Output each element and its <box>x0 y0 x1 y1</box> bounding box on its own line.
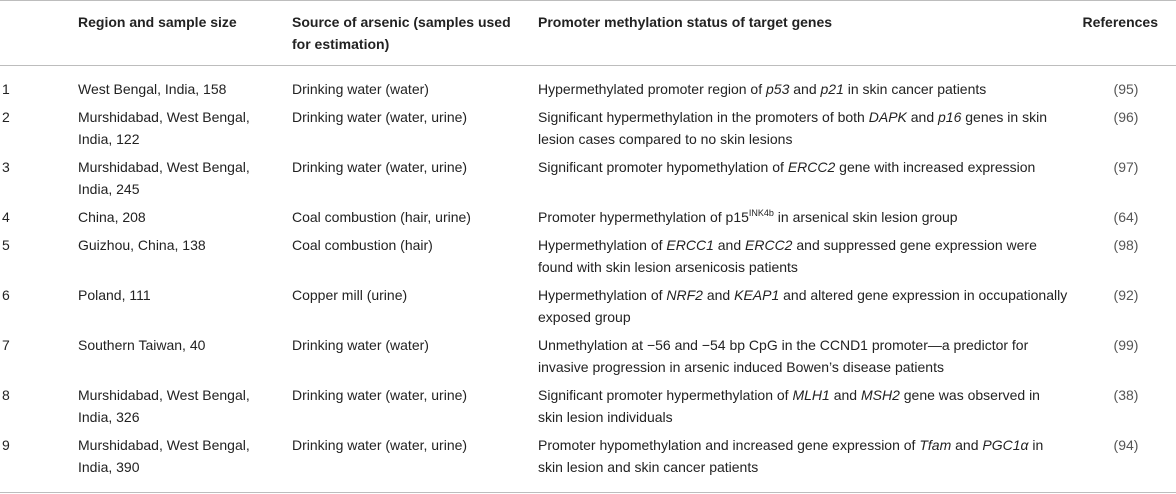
reference-link[interactable]: (96) <box>1113 109 1139 125</box>
table-row <box>0 380 1176 430</box>
promoter-text: and suppressed gene expression were found with skin lesion arsenicosis patients <box>538 237 1037 275</box>
promoter-cell <box>538 430 1076 493</box>
source-cell: Drinking water (water, urine) <box>292 387 468 403</box>
promoter-cell <box>538 202 1076 230</box>
promoter-text: Hypermethylation of <box>538 237 667 253</box>
region-cell: Southern Taiwan, 40 <box>78 337 206 353</box>
gene-name: p16 <box>938 109 962 125</box>
gene-name: ERCC2 <box>745 237 793 253</box>
promoter-text: in skin cancer patients <box>843 81 987 97</box>
gene-name: Tfam <box>919 437 952 453</box>
gene-name: ERCC2 <box>787 159 836 175</box>
header-promoter: Promoter methylation status of target genes <box>538 14 833 30</box>
promoter-text: and <box>789 81 821 97</box>
region-cell: China, 208 <box>78 209 146 225</box>
row-index: 2 <box>2 109 10 125</box>
promoter-text: Unmethylation at −56 and −54 bp CpG in the CCND1 promoter—a predictor for invasive progression in arsenic induced Bowen’s disease patients <box>538 337 1029 375</box>
promoter-text: in skin lesion and skin cancer patients <box>538 437 1044 475</box>
header-row <box>0 1 1176 66</box>
header-source: Source of arsenic (samples used for estimation) <box>292 14 511 52</box>
table-row <box>0 102 1176 152</box>
reference-link[interactable]: (38) <box>1113 387 1139 403</box>
reference-link[interactable]: (97) <box>1113 159 1139 175</box>
superscript-text: INK4b <box>748 208 774 218</box>
reference-link[interactable]: (95) <box>1113 81 1139 97</box>
promoter-text: and <box>951 437 983 453</box>
source-cell: Copper mill (urine) <box>292 287 408 303</box>
table-row <box>0 280 1176 330</box>
promoter-cell <box>538 330 1076 380</box>
promoter-cell <box>538 66 1076 103</box>
row-index: 8 <box>2 387 10 403</box>
table-row <box>0 230 1176 280</box>
promoter-cell <box>538 102 1076 152</box>
gene-name: MSH2 <box>860 387 900 403</box>
promoter-text: Significant promoter hypomethylation of <box>538 159 788 175</box>
source-cell: Drinking water (water) <box>292 81 429 97</box>
table-row <box>0 66 1176 103</box>
row-index: 4 <box>2 209 10 225</box>
row-index: 9 <box>2 437 10 453</box>
header-references: References <box>1082 14 1158 30</box>
table-row <box>0 430 1176 493</box>
reference-link[interactable]: (92) <box>1113 287 1139 303</box>
promoter-text: Promoter hypermethylation of p15 <box>538 209 749 225</box>
gene-name: p53 <box>766 81 790 97</box>
promoter-text: gene with increased expression <box>835 159 1036 175</box>
promoter-text: gene was observed in skin lesion individuals <box>538 387 1040 425</box>
promoter-text: and <box>713 237 746 253</box>
region-cell: Guizhou, China, 138 <box>78 237 206 253</box>
source-cell: Drinking water (water) <box>292 337 429 353</box>
promoter-cell <box>538 280 1076 330</box>
region-cell: Murshidabad, West Bengal, India, 390 <box>78 437 250 475</box>
promoter-text: and altered gene expression in occupationally exposed group <box>538 287 1068 325</box>
promoter-text: and <box>829 387 861 403</box>
region-cell: West Bengal, India, 158 <box>78 81 227 97</box>
table-body <box>0 66 1176 493</box>
reference-link[interactable]: (94) <box>1113 437 1139 453</box>
region-cell: Murshidabad, West Bengal, India, 245 <box>78 159 250 197</box>
row-index: 1 <box>2 81 10 97</box>
promoter-text: and <box>702 287 735 303</box>
table-row <box>0 202 1176 230</box>
gene-name: PGC1α <box>982 437 1029 453</box>
promoter-text: in arsenical skin lesion group <box>773 209 958 225</box>
promoter-text: Hypermethylation of <box>538 287 667 303</box>
reference-link[interactable]: (99) <box>1113 337 1139 353</box>
header-region: Region and sample size <box>78 14 237 30</box>
source-cell: Drinking water (water, urine) <box>292 109 468 125</box>
source-cell: Drinking water (water, urine) <box>292 159 468 175</box>
promoter-text: Hypermethylated promoter region of <box>538 81 766 97</box>
row-index: 7 <box>2 337 10 353</box>
gene-name: MLH1 <box>792 387 830 403</box>
table-header <box>0 1 1176 66</box>
promoter-text: and <box>906 109 939 125</box>
header-index <box>0 1 78 66</box>
reference-link[interactable]: (98) <box>1113 237 1139 253</box>
region-cell: Murshidabad, West Bengal, India, 122 <box>78 109 250 147</box>
source-cell: Drinking water (water, urine) <box>292 437 468 453</box>
promoter-text: Significant hypermethylation in the promoters of both <box>538 109 869 125</box>
promoter-cell <box>538 152 1076 202</box>
reference-link[interactable]: (64) <box>1113 209 1139 225</box>
gene-name: ERCC1 <box>666 237 714 253</box>
promoter-cell <box>538 230 1076 280</box>
row-index: 3 <box>2 159 10 175</box>
promoter-text: genes in skin lesion cases compared to no skin lesions <box>538 109 1047 147</box>
gene-name: DAPK <box>868 109 907 125</box>
region-cell: Murshidabad, West Bengal, India, 326 <box>78 387 250 425</box>
source-cell: Coal combustion (hair, urine) <box>292 209 471 225</box>
promoter-cell <box>538 380 1076 430</box>
promoter-text: Promoter hypomethylation and increased gene expression of <box>538 437 920 453</box>
source-cell: Coal combustion (hair) <box>292 237 433 253</box>
region-cell: Poland, 111 <box>78 287 151 303</box>
table-row <box>0 330 1176 380</box>
row-index: 5 <box>2 237 10 253</box>
gene-name: KEAP1 <box>734 287 780 303</box>
gene-name: NRF2 <box>666 287 703 303</box>
promoter-text: Significant promoter hypermethylation of <box>538 387 793 403</box>
gene-name: p21 <box>820 81 844 97</box>
table-row <box>0 152 1176 202</box>
row-index: 6 <box>2 287 10 303</box>
